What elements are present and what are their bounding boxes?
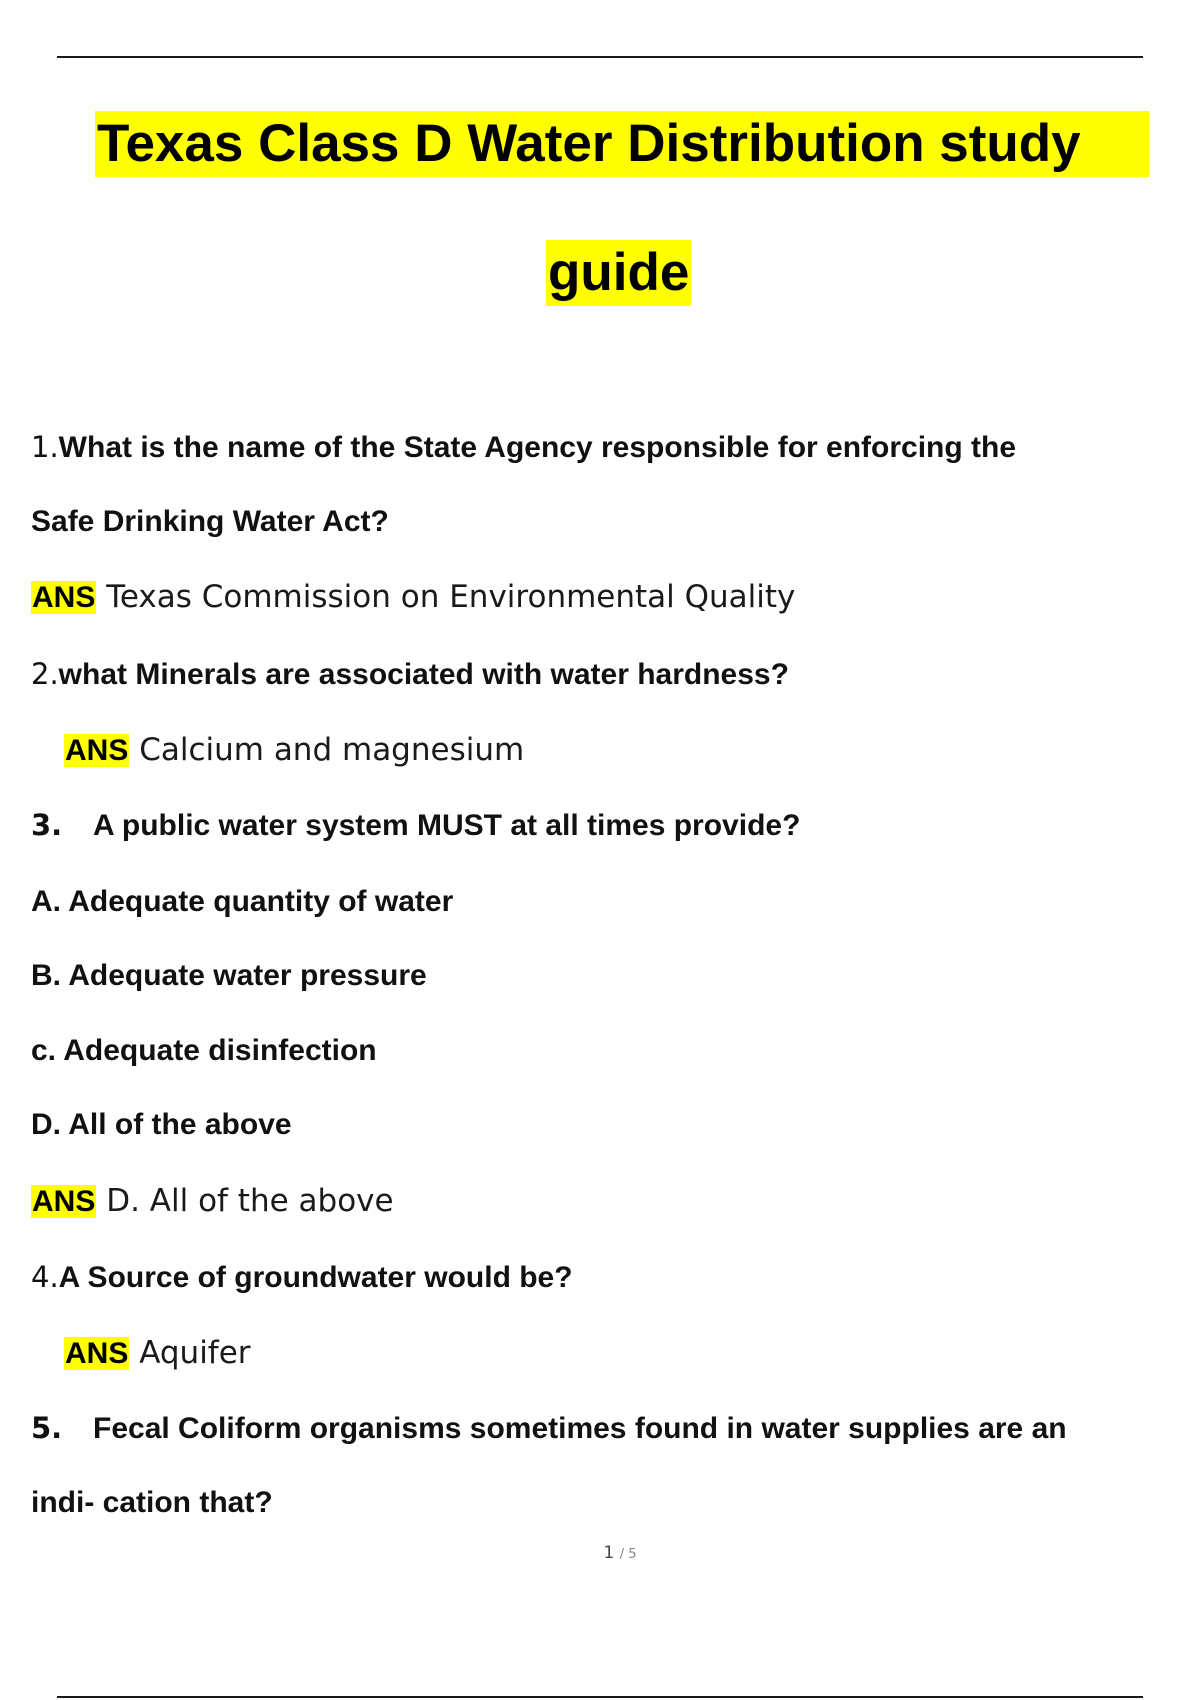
document-title-line-1: Texas Class D Water Distribution study	[95, 111, 1149, 177]
question-number: 3.	[31, 808, 63, 842]
option-a: A. Adequate quantity of water	[31, 885, 454, 918]
answer-text: D. All of the above	[106, 1183, 394, 1219]
question-number: 2.	[31, 657, 59, 691]
ans-tag: ANS	[32, 1185, 96, 1218]
option-b: B. Adequate water pressure	[31, 959, 427, 992]
question-5	[31, 1410, 1067, 1447]
answer-text: Texas Commission on Environmental Quality	[106, 579, 796, 615]
question-text: Fecal Coliform organisms sometimes found in water supplies are an	[93, 1412, 1067, 1445]
bottom-rule	[57, 1696, 1143, 1698]
ans-tag: ANS	[65, 734, 129, 767]
question-2	[31, 656, 789, 693]
question-number: 1.	[31, 430, 59, 464]
answer-4	[64, 1333, 251, 1374]
current-page: 1	[603, 1543, 615, 1563]
ans-tag: ANS	[65, 1337, 129, 1370]
option-d: D. All of the above	[31, 1108, 292, 1141]
top-rule	[57, 56, 1143, 58]
answer-text: Calcium and magnesium	[139, 732, 525, 768]
question-text: A Source of groundwater would be?	[58, 1261, 573, 1294]
question-number: 4.	[31, 1260, 59, 1294]
document-title-line-2: guide	[546, 240, 691, 306]
page-indicator	[0, 1543, 1200, 1563]
ans-tag: ANS	[32, 581, 96, 614]
answer-1	[31, 577, 795, 618]
question-5-continued: indi- cation that?	[31, 1486, 273, 1519]
question-text: What is the name of the State Agency responsible for enforcing the	[58, 431, 1017, 464]
question-text: A public water system MUST at all times provide?	[93, 809, 801, 842]
total-pages: / 5	[619, 1547, 637, 1562]
answer-text: Aquifer	[139, 1335, 251, 1371]
question-number: 5.	[31, 1411, 63, 1445]
answer-2	[64, 730, 524, 771]
option-c: c. Adequate disinfection	[31, 1034, 377, 1067]
question-4	[31, 1259, 573, 1296]
question-3	[31, 807, 800, 844]
question-text: what Minerals are associated with water hardness?	[58, 658, 789, 691]
answer-3	[31, 1181, 394, 1222]
question-1-continued: Safe Drinking Water Act?	[31, 505, 389, 538]
question-1	[31, 429, 1016, 466]
